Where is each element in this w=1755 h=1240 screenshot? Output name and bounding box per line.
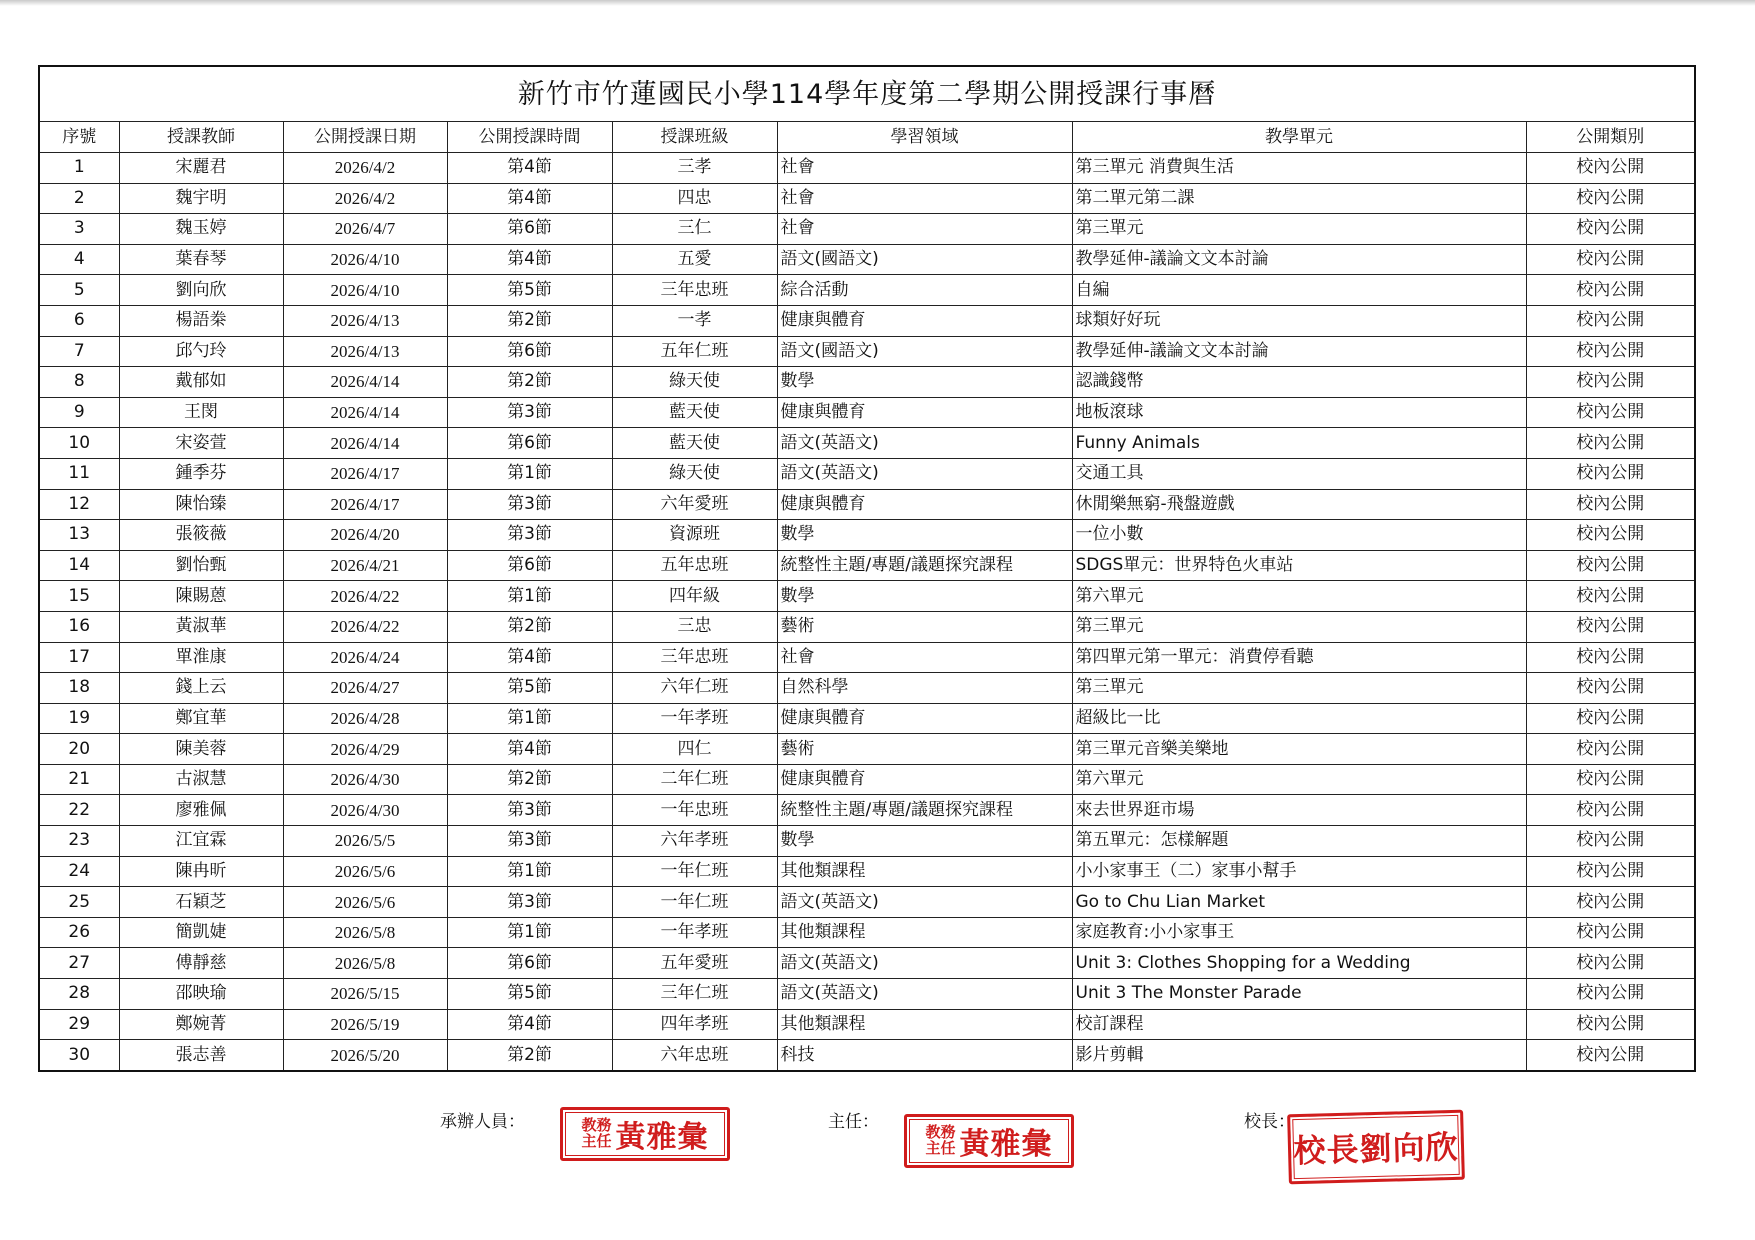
teaching-unit: 認識錢幣 [1072, 367, 1526, 398]
lesson-date: 2026/5/20 [283, 1040, 447, 1071]
column-header-teacher: 授課教師 [119, 122, 283, 153]
teacher-name: 陳怡臻 [119, 489, 283, 520]
teaching-unit: 交通工具 [1072, 458, 1526, 489]
lesson-date: 2026/5/8 [283, 917, 447, 948]
table-row [39, 520, 1695, 551]
row-index: 4 [39, 244, 119, 275]
class-name: 五愛 [612, 244, 777, 275]
teacher-name: 張志善 [119, 1040, 283, 1071]
teacher-name: 邱勺玲 [119, 336, 283, 367]
lesson-date: 2026/4/17 [283, 458, 447, 489]
open-category: 校內公開 [1526, 244, 1695, 275]
lesson-period: 第6節 [447, 336, 612, 367]
open-category: 校內公開 [1526, 214, 1695, 245]
row-index: 24 [39, 856, 119, 887]
teacher-name: 戴郁如 [119, 367, 283, 398]
lesson-period: 第1節 [447, 917, 612, 948]
learning-domain: 社會 [777, 153, 1072, 184]
lesson-period: 第4節 [447, 1009, 612, 1040]
lesson-date: 2026/4/20 [283, 520, 447, 551]
teaching-unit: 教學延伸-議論文文本討論 [1072, 336, 1526, 367]
open-category: 校內公開 [1526, 183, 1695, 214]
table-row [39, 611, 1695, 642]
table-row [39, 153, 1695, 184]
teaching-unit: 小小家事王（二）家事小幫手 [1072, 856, 1526, 887]
lesson-date: 2026/5/15 [283, 979, 447, 1010]
lesson-period: 第6節 [447, 428, 612, 459]
lesson-period: 第4節 [447, 642, 612, 673]
header-row [39, 122, 1695, 153]
lesson-period: 第1節 [447, 458, 612, 489]
table-row [39, 1040, 1695, 1071]
teacher-name: 宋麗君 [119, 153, 283, 184]
class-name: 一孝 [612, 305, 777, 336]
table-row [39, 856, 1695, 887]
table-row [39, 367, 1695, 398]
class-name: 三年仁班 [612, 979, 777, 1010]
teacher-name: 石穎芝 [119, 887, 283, 918]
lesson-date: 2026/4/14 [283, 428, 447, 459]
lesson-period: 第1節 [447, 581, 612, 612]
row-index: 17 [39, 642, 119, 673]
class-name: 六年愛班 [612, 489, 777, 520]
open-category: 校內公開 [1526, 826, 1695, 857]
class-name: 四仁 [612, 734, 777, 765]
teacher-name: 王閔 [119, 397, 283, 428]
row-index: 6 [39, 305, 119, 336]
table-row [39, 336, 1695, 367]
table-row [39, 734, 1695, 765]
learning-domain: 語文(英語文) [777, 948, 1072, 979]
table-row [39, 489, 1695, 520]
table-row [39, 764, 1695, 795]
document-title: 新竹市竹蓮國民小學114學年度第二學期公開授課行事曆 [39, 66, 1695, 122]
principal-seal-text: 校長劉向欣 [1293, 1127, 1460, 1171]
teacher-name: 鄭宜華 [119, 703, 283, 734]
lesson-date: 2026/4/22 [283, 581, 447, 612]
class-name: 三仁 [612, 214, 777, 245]
table-row [39, 458, 1695, 489]
teaching-unit: 教學延伸-議論文文本討論 [1072, 244, 1526, 275]
table-row [39, 979, 1695, 1010]
lesson-date: 2026/4/13 [283, 336, 447, 367]
row-index: 9 [39, 397, 119, 428]
open-category: 校內公開 [1526, 520, 1695, 551]
lesson-period: 第5節 [447, 673, 612, 704]
open-category: 校內公開 [1526, 581, 1695, 612]
table-row [39, 642, 1695, 673]
open-category: 校內公開 [1526, 275, 1695, 306]
teaching-unit: 第三單元 [1072, 611, 1526, 642]
open-category: 校內公開 [1526, 979, 1695, 1010]
teacher-name: 葉春琴 [119, 244, 283, 275]
open-category: 校內公開 [1526, 550, 1695, 581]
lesson-period: 第6節 [447, 550, 612, 581]
class-name: 一年仁班 [612, 856, 777, 887]
column-header-domain: 學習領域 [777, 122, 1072, 153]
lesson-date: 2026/4/21 [283, 550, 447, 581]
class-name: 一年孝班 [612, 917, 777, 948]
teacher-name: 楊語桊 [119, 305, 283, 336]
teaching-unit: 自編 [1072, 275, 1526, 306]
table-row [39, 214, 1695, 245]
learning-domain: 其他類課程 [777, 917, 1072, 948]
row-index: 13 [39, 520, 119, 551]
learning-domain: 其他類課程 [777, 1009, 1072, 1040]
open-category: 校內公開 [1526, 428, 1695, 459]
open-category: 校內公開 [1526, 367, 1695, 398]
open-category: 校內公開 [1526, 887, 1695, 918]
row-index: 3 [39, 214, 119, 245]
lesson-date: 2026/5/19 [283, 1009, 447, 1040]
teaching-unit: 影片剪輯 [1072, 1040, 1526, 1071]
lesson-period: 第1節 [447, 856, 612, 887]
learning-domain: 社會 [777, 642, 1072, 673]
table-row [39, 673, 1695, 704]
teaching-unit: 來去世界逛市場 [1072, 795, 1526, 826]
row-index: 20 [39, 734, 119, 765]
table-row [39, 887, 1695, 918]
table-row [39, 183, 1695, 214]
row-index: 18 [39, 673, 119, 704]
teaching-unit: 第五單元：怎樣解題 [1072, 826, 1526, 857]
teacher-name: 古淑慧 [119, 764, 283, 795]
open-category: 校內公開 [1526, 764, 1695, 795]
table-row [39, 703, 1695, 734]
row-index: 30 [39, 1040, 119, 1071]
open-category: 校內公開 [1526, 795, 1695, 826]
lesson-period: 第3節 [447, 397, 612, 428]
teaching-unit: Unit 3 The Monster Parade [1072, 979, 1526, 1010]
teacher-name: 廖雅佩 [119, 795, 283, 826]
open-category: 校內公開 [1526, 489, 1695, 520]
class-name: 藍天使 [612, 428, 777, 459]
lesson-period: 第2節 [447, 367, 612, 398]
row-index: 5 [39, 275, 119, 306]
learning-domain: 健康與體育 [777, 703, 1072, 734]
column-header-unit: 教學單元 [1072, 122, 1526, 153]
column-header-category: 公開類別 [1526, 122, 1695, 153]
row-index: 21 [39, 764, 119, 795]
teacher-name: 魏宇明 [119, 183, 283, 214]
table-row [39, 917, 1695, 948]
table-row [39, 397, 1695, 428]
teacher-name: 宋姿萱 [119, 428, 283, 459]
teacher-name: 劉向欣 [119, 275, 283, 306]
lesson-date: 2026/4/7 [283, 214, 447, 245]
lesson-date: 2026/4/10 [283, 244, 447, 275]
lesson-date: 2026/4/28 [283, 703, 447, 734]
learning-domain: 綜合活動 [777, 275, 1072, 306]
teacher-name: 錢上云 [119, 673, 283, 704]
teacher-name: 單淮康 [119, 642, 283, 673]
principal-seal [1287, 1110, 1465, 1185]
class-name: 四忠 [612, 183, 777, 214]
class-name: 六年忠班 [612, 1040, 777, 1071]
lesson-period: 第2節 [447, 305, 612, 336]
lesson-period: 第6節 [447, 214, 612, 245]
lesson-date: 2026/4/22 [283, 611, 447, 642]
lesson-period: 第4節 [447, 244, 612, 275]
row-index: 28 [39, 979, 119, 1010]
table-row [39, 244, 1695, 275]
row-index: 10 [39, 428, 119, 459]
teaching-unit: 地板滾球 [1072, 397, 1526, 428]
learning-domain: 語文(英語文) [777, 887, 1072, 918]
teaching-unit: 第四單元第一單元：消費停看聽 [1072, 642, 1526, 673]
teaching-unit: 一位小數 [1072, 520, 1526, 551]
lesson-date: 2026/4/30 [283, 764, 447, 795]
row-index: 19 [39, 703, 119, 734]
open-category: 校內公開 [1526, 336, 1695, 367]
open-category: 校內公開 [1526, 153, 1695, 184]
teaching-unit: Unit 3: Clothes Shopping for a Wedding [1072, 948, 1526, 979]
class-name: 五年愛班 [612, 948, 777, 979]
learning-domain: 其他類課程 [777, 856, 1072, 887]
teacher-name: 魏玉婷 [119, 214, 283, 245]
row-index: 22 [39, 795, 119, 826]
class-name: 三年忠班 [612, 275, 777, 306]
table-row [39, 1009, 1695, 1040]
class-name: 四年級 [612, 581, 777, 612]
learning-domain: 數學 [777, 520, 1072, 551]
class-name: 六年孝班 [612, 826, 777, 857]
class-name: 一年仁班 [612, 887, 777, 918]
teacher-name: 陳賜蒽 [119, 581, 283, 612]
open-category: 校內公開 [1526, 397, 1695, 428]
row-index: 12 [39, 489, 119, 520]
row-index: 23 [39, 826, 119, 857]
open-category: 校內公開 [1526, 458, 1695, 489]
lesson-period: 第2節 [447, 1040, 612, 1071]
teaching-unit: SDGS單元：世界特色火車站 [1072, 550, 1526, 581]
lesson-period: 第4節 [447, 734, 612, 765]
teacher-name: 江宜霖 [119, 826, 283, 857]
learning-domain: 科技 [777, 1040, 1072, 1071]
row-index: 15 [39, 581, 119, 612]
teaching-unit: 第三單元音樂美樂地 [1072, 734, 1526, 765]
learning-domain: 語文(國語文) [777, 244, 1072, 275]
class-name: 三孝 [612, 153, 777, 184]
learning-domain: 自然科學 [777, 673, 1072, 704]
learning-domain: 語文(英語文) [777, 428, 1072, 459]
column-header-period: 公開授課時間 [447, 122, 612, 153]
learning-domain: 健康與體育 [777, 489, 1072, 520]
table-row [39, 275, 1695, 306]
teacher-name: 陳美蓉 [119, 734, 283, 765]
open-category: 校內公開 [1526, 611, 1695, 642]
lesson-period: 第3節 [447, 489, 612, 520]
director-label: 主任： [828, 1112, 879, 1132]
teaching-unit: 第六單元 [1072, 581, 1526, 612]
lesson-date: 2026/5/6 [283, 856, 447, 887]
learning-domain: 語文(國語文) [777, 336, 1072, 367]
class-name: 二年仁班 [612, 764, 777, 795]
teacher-name: 鍾季芬 [119, 458, 283, 489]
teacher-name: 陳冉昕 [119, 856, 283, 887]
schedule-table [38, 65, 1696, 1072]
open-category: 校內公開 [1526, 642, 1695, 673]
table-row [39, 428, 1695, 459]
staff-seal [560, 1107, 730, 1161]
row-index: 29 [39, 1009, 119, 1040]
director-seal-title-bottom: 主任 [925, 1139, 956, 1157]
row-index: 26 [39, 917, 119, 948]
table-row [39, 826, 1695, 857]
row-index: 11 [39, 458, 119, 489]
staff-label: 承辦人員： [440, 1112, 525, 1132]
class-name: 三年忠班 [612, 642, 777, 673]
teaching-unit: 第三單元 消費與生活 [1072, 153, 1526, 184]
learning-domain: 健康與體育 [777, 305, 1072, 336]
learning-domain: 社會 [777, 183, 1072, 214]
teaching-unit: 第六單元 [1072, 764, 1526, 795]
teaching-unit: 校訂課程 [1072, 1009, 1526, 1040]
teaching-unit: 超級比一比 [1072, 703, 1526, 734]
staff-seal-name: 黃雅彙 [615, 1120, 709, 1155]
class-name: 五年仁班 [612, 336, 777, 367]
teacher-name: 邵映瑜 [119, 979, 283, 1010]
teacher-name: 傅靜慈 [119, 948, 283, 979]
row-index: 27 [39, 948, 119, 979]
lesson-date: 2026/4/17 [283, 489, 447, 520]
teacher-name: 鄭婉菁 [119, 1009, 283, 1040]
lesson-date: 2026/4/29 [283, 734, 447, 765]
class-name: 四年孝班 [612, 1009, 777, 1040]
director-seal-title-top: 教務 [925, 1123, 956, 1142]
class-name: 藍天使 [612, 397, 777, 428]
teaching-unit: 家庭教育:小小家事王 [1072, 917, 1526, 948]
class-name: 三忠 [612, 611, 777, 642]
teaching-unit: 第二單元第二課 [1072, 183, 1526, 214]
row-index: 1 [39, 153, 119, 184]
row-index: 16 [39, 611, 119, 642]
learning-domain: 數學 [777, 581, 1072, 612]
open-category: 校內公開 [1526, 734, 1695, 765]
class-name: 一年孝班 [612, 703, 777, 734]
lesson-period: 第3節 [447, 887, 612, 918]
lesson-date: 2026/4/24 [283, 642, 447, 673]
lesson-date: 2026/4/2 [283, 183, 447, 214]
staff-seal-title-bottom: 主任 [581, 1132, 612, 1150]
row-index: 2 [39, 183, 119, 214]
principal-label: 校長： [1244, 1112, 1295, 1132]
lesson-date: 2026/5/5 [283, 826, 447, 857]
lesson-date: 2026/4/13 [283, 305, 447, 336]
lesson-date: 2026/4/2 [283, 153, 447, 184]
teaching-unit: 第三單元 [1072, 673, 1526, 704]
teaching-unit: 球類好好玩 [1072, 305, 1526, 336]
open-category: 校內公開 [1526, 948, 1695, 979]
class-name: 六年仁班 [612, 673, 777, 704]
column-header-date: 公開授課日期 [283, 122, 447, 153]
learning-domain: 健康與體育 [777, 764, 1072, 795]
learning-domain: 數學 [777, 367, 1072, 398]
lesson-date: 2026/4/27 [283, 673, 447, 704]
table-row [39, 948, 1695, 979]
open-category: 校內公開 [1526, 1009, 1695, 1040]
lesson-date: 2026/4/14 [283, 397, 447, 428]
class-name: 資源班 [612, 520, 777, 551]
open-category: 校內公開 [1526, 673, 1695, 704]
teacher-name: 劉怡甄 [119, 550, 283, 581]
column-header-index: 序號 [39, 122, 119, 153]
open-category: 校內公開 [1526, 305, 1695, 336]
learning-domain: 統整性主題/專題/議題探究課程 [777, 795, 1072, 826]
learning-domain: 統整性主題/專題/議題探究課程 [777, 550, 1072, 581]
teacher-name: 簡凱婕 [119, 917, 283, 948]
teaching-unit: Go to Chu Lian Market [1072, 887, 1526, 918]
lesson-period: 第1節 [447, 703, 612, 734]
lesson-period: 第3節 [447, 795, 612, 826]
class-name: 五年忠班 [612, 550, 777, 581]
open-category: 校內公開 [1526, 1040, 1695, 1071]
class-name: 綠天使 [612, 367, 777, 398]
learning-domain: 數學 [777, 826, 1072, 857]
lesson-period: 第2節 [447, 764, 612, 795]
column-header-class: 授課班級 [612, 122, 777, 153]
lesson-date: 2026/4/30 [283, 795, 447, 826]
row-index: 8 [39, 367, 119, 398]
teaching-unit: Funny Animals [1072, 428, 1526, 459]
class-name: 綠天使 [612, 458, 777, 489]
open-category: 校內公開 [1526, 703, 1695, 734]
lesson-period: 第2節 [447, 611, 612, 642]
table-row [39, 550, 1695, 581]
table-row [39, 795, 1695, 826]
learning-domain: 語文(英語文) [777, 979, 1072, 1010]
lesson-period: 第4節 [447, 153, 612, 184]
learning-domain: 健康與體育 [777, 397, 1072, 428]
scan-edge [0, 0, 1755, 6]
lesson-date: 2026/5/8 [283, 948, 447, 979]
open-category: 校內公開 [1526, 917, 1695, 948]
table-row [39, 305, 1695, 336]
director-seal-name: 黃雅彙 [959, 1127, 1053, 1162]
lesson-period: 第6節 [447, 948, 612, 979]
lesson-date: 2026/5/6 [283, 887, 447, 918]
open-category: 校內公開 [1526, 856, 1695, 887]
lesson-period: 第3節 [447, 826, 612, 857]
lesson-period: 第4節 [447, 183, 612, 214]
staff-seal-title-top: 教務 [581, 1116, 612, 1135]
learning-domain: 藝術 [777, 734, 1072, 765]
row-index: 25 [39, 887, 119, 918]
lesson-period: 第5節 [447, 979, 612, 1010]
learning-domain: 社會 [777, 214, 1072, 245]
teacher-name: 張筱薇 [119, 520, 283, 551]
teacher-name: 黃淑華 [119, 611, 283, 642]
director-seal [904, 1114, 1074, 1168]
lesson-date: 2026/4/10 [283, 275, 447, 306]
table-body [39, 153, 1695, 1071]
lesson-period: 第3節 [447, 520, 612, 551]
teaching-unit: 休閒樂無窮-飛盤遊戲 [1072, 489, 1526, 520]
table-row [39, 581, 1695, 612]
row-index: 7 [39, 336, 119, 367]
learning-domain: 藝術 [777, 611, 1072, 642]
lesson-date: 2026/4/14 [283, 367, 447, 398]
lesson-period: 第5節 [447, 275, 612, 306]
learning-domain: 語文(英語文) [777, 458, 1072, 489]
row-index: 14 [39, 550, 119, 581]
class-name: 一年忠班 [612, 795, 777, 826]
teaching-unit: 第三單元 [1072, 214, 1526, 245]
